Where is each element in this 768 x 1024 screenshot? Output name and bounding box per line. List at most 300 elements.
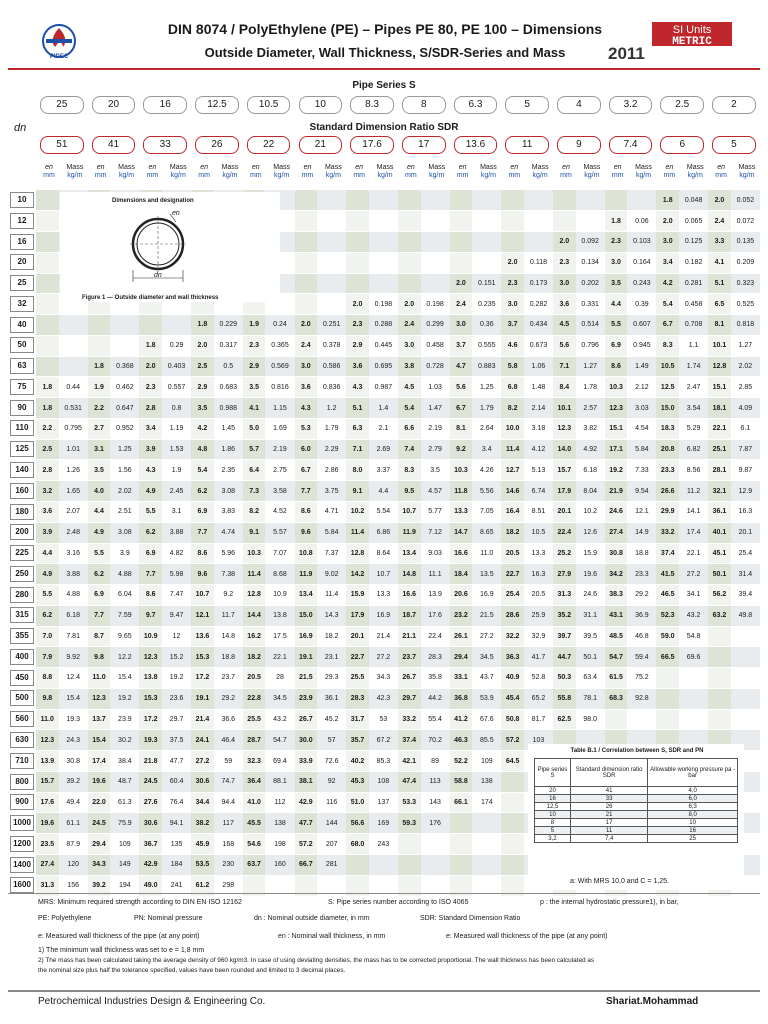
mass-cell: 11.1 <box>421 564 450 585</box>
mass-cell: 43.2 <box>265 709 294 730</box>
wall-thickness-cell: 33.9 <box>295 751 318 772</box>
mass-cell: 74.7 <box>214 771 243 792</box>
header-divider <box>8 68 760 70</box>
mass-cell: 0.368 <box>110 356 139 377</box>
wall-thickness-cell: 12.3 <box>139 647 162 668</box>
mass-cell: 5.98 <box>162 564 191 585</box>
wall-thickness-cell: 15.0 <box>656 398 679 419</box>
col-header-label: en <box>562 164 570 171</box>
wall-thickness-cell: 23.9 <box>295 688 318 709</box>
mass-cell: 87.9 <box>59 834 88 855</box>
col-header-mass <box>426 164 448 180</box>
wall-thickness-cell: 4.5 <box>398 377 421 398</box>
col-header-unit: mm <box>146 172 159 179</box>
wall-thickness-cell: 8.6 <box>139 585 162 606</box>
dn-value: 12 <box>10 213 34 229</box>
col-header-label: en <box>251 164 260 171</box>
wall-thickness-cell: 14.8 <box>398 564 421 585</box>
mass-cell: 2.51 <box>110 501 139 522</box>
col-header-label: Mass <box>273 164 290 171</box>
wall-thickness-cell: 28.3 <box>346 688 369 709</box>
wall-thickness-cell: 15.7 <box>553 460 576 481</box>
wall-thickness-cell: 11.8 <box>450 481 473 502</box>
wall-thickness-cell: 11.0 <box>36 709 59 730</box>
mass-cell: 47.7 <box>162 751 191 772</box>
wall-thickness-cell: 6.9 <box>88 585 111 606</box>
wall-thickness-cell: 33.2 <box>656 522 679 543</box>
mass-cell: 92 <box>317 771 346 792</box>
wall-thickness-cell: 2.0 <box>501 252 524 273</box>
wall-thickness-cell: 48.5 <box>605 626 628 647</box>
mass-cell: 116 <box>317 792 346 813</box>
wall-thickness-cell: 15.1 <box>605 418 628 439</box>
mass-cell: 98.0 <box>576 709 605 730</box>
wall-thickness-cell: 52.2 <box>450 751 473 772</box>
pipe-series-value: 5 <box>505 96 549 114</box>
mass-cell: 0.052 <box>731 190 760 211</box>
mass-cell: 39.2 <box>59 771 88 792</box>
mass-cell: 0.525 <box>731 294 760 315</box>
diagram-dn-label: dn <box>154 272 162 279</box>
wall-thickness-cell: 54.6 <box>243 834 266 855</box>
wall-thickness-cell: 11.9 <box>295 564 318 585</box>
wall-thickness-cell: 34.4 <box>191 792 214 813</box>
wall-thickness-cell: 6.0 <box>295 439 318 460</box>
wall-thickness-cell: 6.7 <box>295 460 318 481</box>
wall-thickness-cell: 3.2 <box>36 481 59 502</box>
mass-cell: 144 <box>317 813 346 834</box>
table-row <box>36 439 760 460</box>
page-title: DIN 8074 / PolyEthylene (PE) – Pipes PE 80, PE 100 – Dimensions <box>167 21 603 37</box>
mass-cell: 0.29 <box>162 335 191 356</box>
wall-thickness-cell: 8.1 <box>450 418 473 439</box>
wall-thickness-cell: 2.2 <box>36 418 59 439</box>
wall-thickness-cell: 53.3 <box>398 792 421 813</box>
mass-cell: 4.54 <box>627 418 656 439</box>
wall-thickness-cell: 17.9 <box>346 605 369 626</box>
wall-thickness-cell: 3.6 <box>295 377 318 398</box>
wall-thickness-cell <box>346 273 369 294</box>
wall-thickness-cell: 5.7 <box>243 439 266 460</box>
wall-thickness-cell: 8.8 <box>36 668 59 689</box>
col-header-mass <box>64 164 86 180</box>
mass-cell: 49.4 <box>59 792 88 813</box>
mass-cell: 9.92 <box>59 647 88 668</box>
mass-cell: 12.4 <box>59 668 88 689</box>
wall-thickness-cell: 30.6 <box>191 771 214 792</box>
wall-thickness-cell: 21.9 <box>605 481 628 502</box>
pn-table-row <box>535 811 738 819</box>
mass-cell: 0.281 <box>679 273 708 294</box>
mass-cell: 109 <box>472 751 501 772</box>
pn-cell: 25 <box>648 835 738 843</box>
wall-thickness-cell: 8.2 <box>501 398 524 419</box>
mass-cell: 0.331 <box>576 294 605 315</box>
wall-thickness-cell: 56.2 <box>708 585 731 606</box>
wall-thickness-cell: 16.6 <box>398 585 421 606</box>
sdr-value: 41 <box>92 136 136 154</box>
wall-thickness-cell: 14.6 <box>501 481 524 502</box>
mass-cell: 53 <box>369 709 398 730</box>
wall-thickness-cell: 33.1 <box>450 668 473 689</box>
mass-cell <box>472 211 501 232</box>
pn-table-row <box>535 787 738 795</box>
mass-cell: 174 <box>472 792 501 813</box>
mass-cell: 169 <box>369 813 398 834</box>
mass-cell: 0.048 <box>679 190 708 211</box>
col-header-en <box>348 164 370 180</box>
mass-cell: 81.7 <box>524 709 553 730</box>
wall-thickness-cell: 46.5 <box>656 585 679 606</box>
wall-thickness-cell: 26.7 <box>398 668 421 689</box>
mass-cell: 60.4 <box>162 771 191 792</box>
mass-cell <box>576 211 605 232</box>
mass-cell: 0.403 <box>162 356 191 377</box>
dn-value: 10 <box>10 192 34 208</box>
mass-cell: 8.51 <box>524 501 553 522</box>
mass-cell: 0.445 <box>369 335 398 356</box>
mass-cell: 0.323 <box>731 273 760 294</box>
mass-cell: 4.4 <box>369 481 398 502</box>
wall-thickness-cell: 35.2 <box>553 605 576 626</box>
wall-thickness-cell: 2.5 <box>191 356 214 377</box>
footnote-3: the nominal size plus half the tolerance specified, values have been rounded and limited to 3 decimal places. <box>38 967 346 974</box>
mass-cell: 88.1 <box>265 771 294 792</box>
dn-value: 16 <box>10 234 34 250</box>
mass-cell: 1.03 <box>421 377 450 398</box>
mass-cell: 9.03 <box>421 543 450 564</box>
wall-thickness-cell: 12.8 <box>346 543 369 564</box>
mass-cell: 241 <box>162 875 191 896</box>
mass-cell: 4.09 <box>731 398 760 419</box>
col-header-label: en <box>406 164 415 171</box>
units-badge-line2: METRIC <box>672 36 712 48</box>
mass-cell: 1.48 <box>524 377 553 398</box>
mass-cell: 19.2 <box>110 688 139 709</box>
mass-cell: 54.8 <box>679 626 708 647</box>
col-header-label: Mass <box>738 164 756 171</box>
mass-cell: 1.86 <box>214 439 243 460</box>
wall-thickness-cell: 3.5 <box>88 460 111 481</box>
wall-thickness-cell: 17.6 <box>36 792 59 813</box>
mass-cell: 4.57 <box>421 481 450 502</box>
pn-cell: 16 <box>535 795 571 803</box>
mass-cell: 0.39 <box>627 294 656 315</box>
pn-cell: 16 <box>648 827 738 835</box>
mass-cell: 0.151 <box>472 273 501 294</box>
wall-thickness-cell: 57.2 <box>295 834 318 855</box>
mass-cell: 176 <box>421 813 450 834</box>
mass-cell: 0.434 <box>524 315 553 336</box>
dn-value: 32 <box>10 296 34 312</box>
mass-cell: 21.4 <box>369 626 398 647</box>
table-row <box>36 356 760 377</box>
mass-cell: 22.4 <box>421 626 450 647</box>
mass-cell: 24.3 <box>59 730 88 751</box>
mass-cell <box>110 315 139 336</box>
mass-cell: 3.1 <box>162 501 191 522</box>
wall-thickness-cell: 1.8 <box>36 398 59 419</box>
mass-cell: 1.78 <box>576 377 605 398</box>
col-header-unit: mm <box>508 172 521 179</box>
mass-cell: 34.5 <box>265 688 294 709</box>
wall-thickness-cell: 7.1 <box>346 439 369 460</box>
col-header-mass <box>219 164 241 180</box>
mass-cell: 52.8 <box>524 668 553 689</box>
sdr-value: 17.6 <box>350 136 394 154</box>
wall-thickness-cell: 3.0 <box>605 252 628 273</box>
wall-thickness-cell: 19.1 <box>295 647 318 668</box>
wall-thickness-cell: 2.4 <box>398 315 421 336</box>
wall-thickness-cell: 6.2 <box>191 481 214 502</box>
wall-thickness-cell: 61.2 <box>191 875 214 896</box>
year: 2011 <box>608 44 645 63</box>
mass-cell: 9.54 <box>627 481 656 502</box>
mass-cell: 6.74 <box>524 481 553 502</box>
mass-cell: 11.7 <box>214 605 243 626</box>
mass-cell: 46.8 <box>627 626 656 647</box>
wall-thickness-cell: 5.0 <box>243 418 266 439</box>
col-header-mass <box>684 164 706 180</box>
wall-thickness-cell: 50.8 <box>501 709 524 730</box>
mass-cell: 0.135 <box>731 232 760 253</box>
wall-thickness-cell: 12.1 <box>191 605 214 626</box>
col-header-label: en <box>96 164 105 171</box>
wall-thickness-cell: 2.5 <box>36 439 59 460</box>
mass-cell: 1.74 <box>679 356 708 377</box>
col-header-mass <box>116 164 138 180</box>
wall-thickness-cell: 55.8 <box>553 688 576 709</box>
mass-cell: 138 <box>472 771 501 792</box>
mass-cell: 135 <box>162 834 191 855</box>
mass-cell: 4.71 <box>317 501 346 522</box>
wall-thickness-cell: 12.3 <box>553 418 576 439</box>
mass-cell: 27.2 <box>679 564 708 585</box>
wall-thickness-cell <box>36 315 59 336</box>
pn-table-row <box>535 835 738 843</box>
wall-thickness-cell: 52.3 <box>656 605 679 626</box>
mass-cell: 11.4 <box>317 585 346 606</box>
mass-cell: 14.3 <box>317 605 346 626</box>
wall-thickness-cell: 6.5 <box>708 294 731 315</box>
wall-thickness-cell: 2.3 <box>139 377 162 398</box>
wall-thickness-cell: 36.1 <box>708 501 731 522</box>
mass-cell <box>472 190 501 211</box>
mass-cell: 2.29 <box>317 439 346 460</box>
wall-thickness-cell: 24.5 <box>139 771 162 792</box>
wall-thickness-cell: 28.6 <box>501 605 524 626</box>
wall-thickness-cell: 8.7 <box>88 626 111 647</box>
wall-thickness-cell: 59.3 <box>398 813 421 834</box>
mass-cell: 13.3 <box>524 543 553 564</box>
mass-cell: 0.44 <box>59 377 88 398</box>
wall-thickness-cell: 38.3 <box>605 585 628 606</box>
col-header-unit: mm <box>560 172 572 179</box>
wall-thickness-cell: 5.1 <box>708 273 731 294</box>
mass-cell: 17.4 <box>679 522 708 543</box>
dn-value: 90 <box>10 400 34 416</box>
dn-value: 1600 <box>10 877 34 893</box>
mass-cell: 53.9 <box>472 688 501 709</box>
mass-cell <box>421 252 450 273</box>
wall-thickness-cell: 24.1 <box>191 730 214 751</box>
mass-cell <box>59 315 88 336</box>
mass-cell: 8.68 <box>265 564 294 585</box>
mass-cell <box>369 252 398 273</box>
col-header-unit: mm <box>249 172 262 179</box>
col-header-unit: kg/m <box>584 172 600 179</box>
wall-thickness-cell <box>450 855 473 876</box>
mass-cell: 1.1 <box>679 335 708 356</box>
mass-cell: 0.198 <box>369 294 398 315</box>
wall-thickness-cell: 18.1 <box>708 398 731 419</box>
notes-divider <box>8 893 760 894</box>
col-header-label: en <box>717 164 725 171</box>
mass-cell <box>731 709 760 730</box>
wall-thickness-cell: 12.8 <box>708 356 731 377</box>
mass-cell: 57 <box>317 730 346 751</box>
mass-cell: 8.65 <box>472 522 501 543</box>
wall-thickness-cell: 29.4 <box>450 647 473 668</box>
mass-cell: 14.1 <box>679 501 708 522</box>
mass-cell: 34.5 <box>472 647 501 668</box>
mass-cell: 72.6 <box>317 751 346 772</box>
wall-thickness-cell <box>656 668 679 689</box>
wall-thickness-cell: 5.5 <box>36 585 59 606</box>
col-header-mass <box>736 164 758 180</box>
wall-thickness-cell: 66.5 <box>656 647 679 668</box>
wall-thickness-cell: 21.4 <box>191 709 214 730</box>
wall-thickness-cell: 9.5 <box>398 481 421 502</box>
wall-thickness-cell: 7.7 <box>139 564 162 585</box>
mass-cell: 0.586 <box>317 356 346 377</box>
pn-table-row <box>535 827 738 835</box>
mass-cell <box>524 232 553 253</box>
table-row <box>36 522 760 543</box>
wall-thickness-cell: 3.4 <box>656 252 679 273</box>
mass-cell: 1.06 <box>524 356 553 377</box>
mass-cell: 0.695 <box>369 356 398 377</box>
mass-cell: 0.092 <box>576 232 605 253</box>
wall-thickness-cell <box>346 190 369 211</box>
mass-cell: 34.3 <box>369 668 398 689</box>
wall-thickness-cell: 39.7 <box>553 626 576 647</box>
mass-cell: 75.9 <box>110 813 139 834</box>
mass-cell: 1.01 <box>59 439 88 460</box>
col-header-label: Mass <box>376 164 394 171</box>
diagram-title: Dimensions and designation <box>112 198 194 204</box>
mass-cell: 61.1 <box>59 813 88 834</box>
mass-cell: 19.6 <box>576 564 605 585</box>
pn-cell: 10 <box>535 811 571 819</box>
mass-cell <box>369 273 398 294</box>
wall-thickness-cell: 45.4 <box>501 688 524 709</box>
wall-thickness-cell: 14.4 <box>243 605 266 626</box>
mass-cell: 3.08 <box>214 481 243 502</box>
wall-thickness-cell: 61.5 <box>605 668 628 689</box>
wall-thickness-cell: 7.7 <box>191 522 214 543</box>
mass-cell: 2.02 <box>110 481 139 502</box>
mass-cell: 2.1 <box>369 418 398 439</box>
mass-cell: 109 <box>110 834 139 855</box>
wall-thickness-cell: 3.5 <box>605 273 628 294</box>
mass-cell: 94.4 <box>214 792 243 813</box>
wall-thickness-cell: 18.3 <box>656 418 679 439</box>
pipe-series-value: 8.3 <box>350 96 394 114</box>
wall-thickness-cell: 2.0 <box>346 294 369 315</box>
col-header-unit: mm <box>405 172 417 179</box>
mass-cell: 3.37 <box>369 460 398 481</box>
mass-cell: 0.818 <box>731 315 760 336</box>
col-header-unit: kg/m <box>532 172 548 179</box>
wall-thickness-cell: 23.2 <box>450 605 473 626</box>
col-header-unit: kg/m <box>739 172 755 179</box>
col-header-en <box>245 164 267 180</box>
wall-thickness-cell: 36.7 <box>139 834 162 855</box>
mass-cell: 59 <box>214 751 243 772</box>
wall-thickness-cell: 22.1 <box>708 418 731 439</box>
col-header-unit: kg/m <box>118 172 135 179</box>
wall-thickness-cell: 9.8 <box>88 647 111 668</box>
wall-thickness-cell: 3.1 <box>88 439 111 460</box>
mass-cell: 1.47 <box>421 398 450 419</box>
wall-thickness-cell: 4.9 <box>139 481 162 502</box>
wall-thickness-cell: 14.2 <box>346 564 369 585</box>
wall-thickness-cell: 11.4 <box>346 522 369 543</box>
mass-cell: 5.29 <box>679 418 708 439</box>
mass-cell: 2.12 <box>627 377 656 398</box>
col-header-label: en <box>665 164 674 171</box>
wall-thickness-cell: 25.1 <box>708 439 731 460</box>
mass-cell: 50.1 <box>576 647 605 668</box>
mass-cell <box>421 273 450 294</box>
note-e2: e: Measured wall thickness of the pipe (at any point) <box>446 933 608 940</box>
mass-cell: 4.52 <box>265 501 294 522</box>
mass-cell <box>59 335 88 356</box>
wall-thickness-cell: 30.0 <box>295 730 318 751</box>
col-header-unit: kg/m <box>274 172 290 179</box>
note-e1: e: Measured wall thickness of the pipe (at any point) <box>38 933 200 940</box>
col-header-en <box>193 164 215 180</box>
wall-thickness-cell <box>398 190 421 211</box>
mass-cell: 14.9 <box>627 522 656 543</box>
wall-thickness-cell <box>450 211 473 232</box>
wall-thickness-cell: 4.4 <box>88 501 111 522</box>
col-header-label: Mass <box>480 164 497 171</box>
wall-thickness-cell: 14.0 <box>553 439 576 460</box>
wall-thickness-cell <box>656 688 679 709</box>
mass-cell: 29.3 <box>317 668 346 689</box>
wall-thickness-cell: 3.0 <box>501 294 524 315</box>
wall-thickness-cell: 6.7 <box>656 315 679 336</box>
pn-table-note: a: With MRS 10,0 and C = 1,25. <box>570 878 670 885</box>
wall-thickness-cell: 3.6 <box>36 501 59 522</box>
wall-thickness-cell: 9.8 <box>36 688 59 709</box>
wall-thickness-cell <box>295 190 318 211</box>
wall-thickness-cell: 13.6 <box>191 626 214 647</box>
wall-thickness-cell: 3.6 <box>553 294 576 315</box>
wall-thickness-cell: 6.2 <box>36 605 59 626</box>
wall-thickness-cell: 5.4 <box>191 460 214 481</box>
col-header-en <box>503 164 525 180</box>
mass-cell: 230 <box>214 855 243 876</box>
col-header-unit: mm <box>456 172 469 179</box>
dn-value: 63 <box>10 358 34 374</box>
mass-cell: 1.4 <box>369 398 398 419</box>
col-header-en <box>297 164 319 180</box>
mass-cell <box>679 709 708 730</box>
mass-cell: 30.2 <box>110 730 139 751</box>
